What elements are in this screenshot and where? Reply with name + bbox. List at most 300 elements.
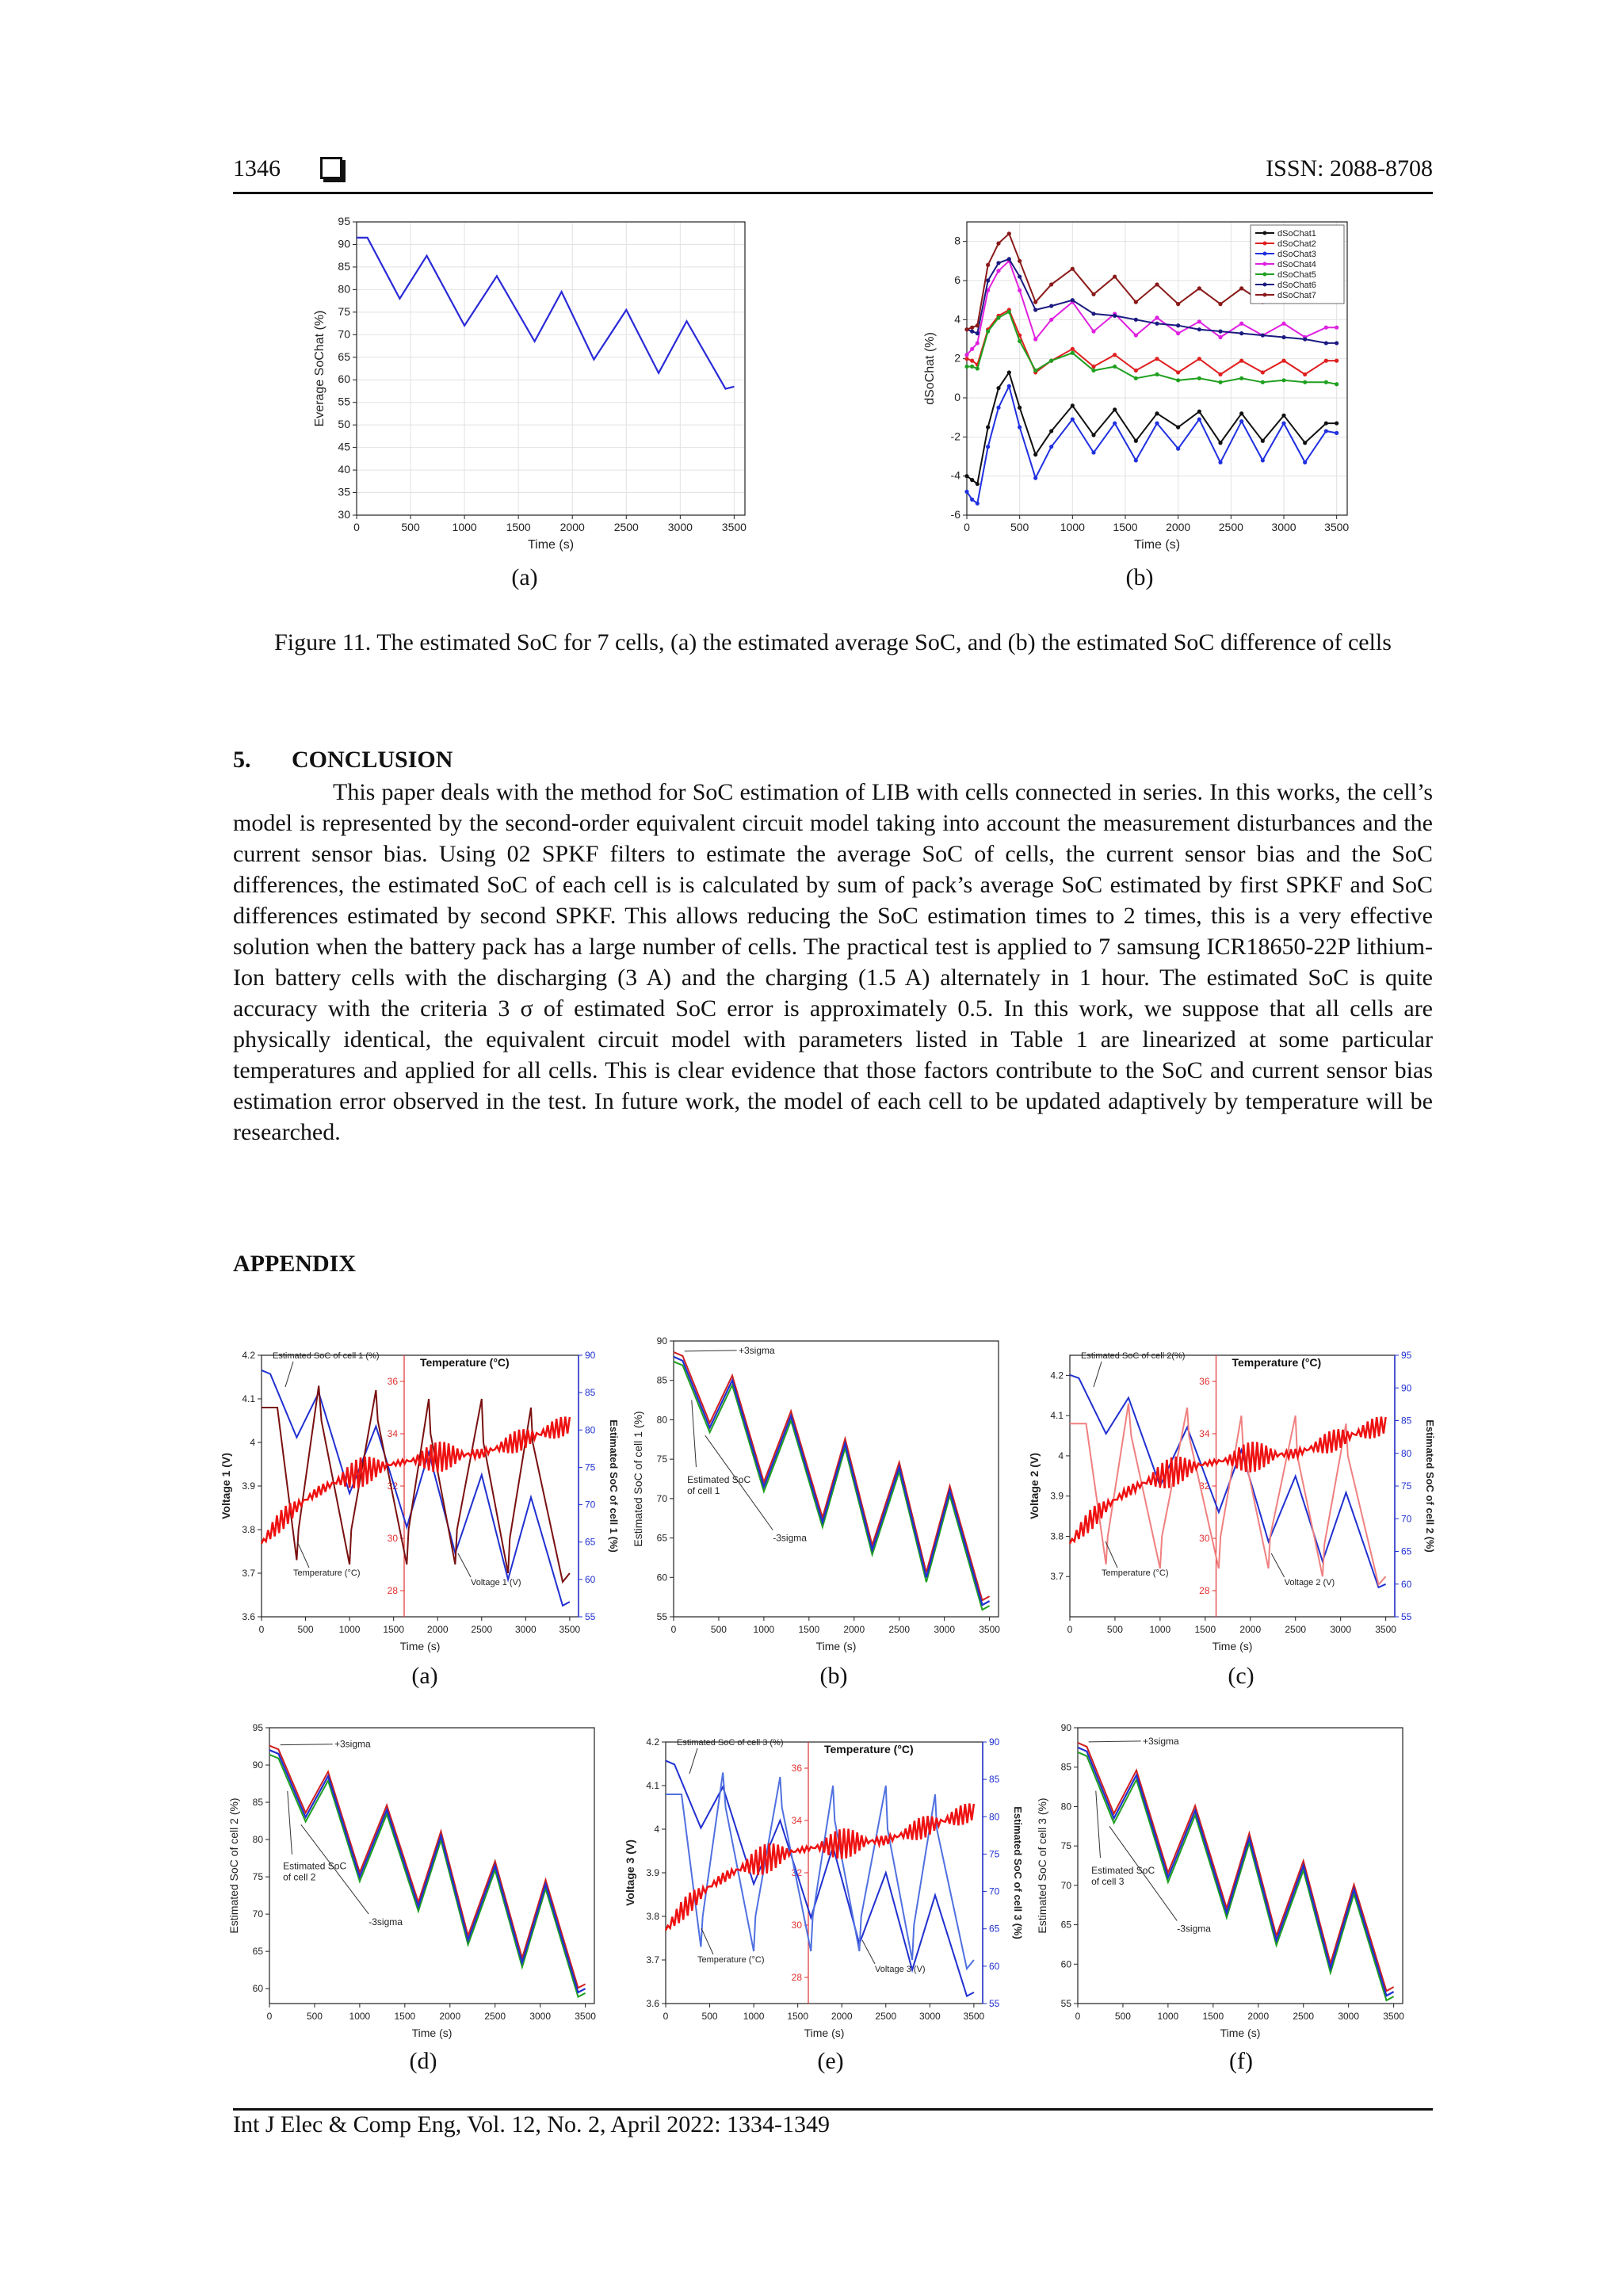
appendix-label-c: (c) <box>1228 1663 1254 1689</box>
data-point <box>1155 421 1159 425</box>
x-axis-label: Time (s) <box>411 2027 453 2039</box>
temperature-label: Temperature (°C) <box>697 1955 765 1965</box>
data-point <box>1176 425 1180 429</box>
data-point <box>1197 357 1201 361</box>
voltage-label: Voltage 3 (V) <box>875 1965 926 1974</box>
average-soc-chart <box>293 214 769 571</box>
y2-tick-label: 70 <box>989 1885 1000 1897</box>
figure11-label-b: (b) <box>1125 564 1154 590</box>
data-point <box>1134 376 1138 380</box>
data-point <box>976 482 980 486</box>
data-point <box>1113 365 1117 369</box>
header-rule <box>233 192 1433 194</box>
data-point <box>964 327 968 331</box>
data-point <box>996 315 1000 319</box>
data-point <box>1155 357 1159 361</box>
annotation-arrow <box>701 1928 713 1954</box>
y-tick-label: 3.6 <box>242 1611 255 1622</box>
y-tick-label: 65 <box>338 350 350 363</box>
x-tick-label: 1000 <box>452 521 477 533</box>
y-tick-label: 40 <box>338 463 350 476</box>
data-point <box>1261 458 1265 462</box>
x-tick-label: 2000 <box>1239 1624 1262 1635</box>
x-tick-label: 0 <box>1075 2011 1081 2022</box>
temperature-label: Temperature (°C) <box>293 1568 361 1578</box>
y2-tick-label: 70 <box>1401 1513 1412 1525</box>
x-tick-label: 2500 <box>1293 2011 1315 2022</box>
data-point <box>1049 304 1053 308</box>
data-point <box>1239 331 1243 335</box>
x-tick-label: 2000 <box>559 521 585 533</box>
temperature-tick-label: 28 <box>387 1585 398 1596</box>
data-point <box>1134 439 1138 443</box>
data-point <box>1324 326 1328 330</box>
y-tick-label: -4 <box>950 468 960 482</box>
x-tick-label: 500 <box>401 521 420 533</box>
data-point <box>1335 431 1338 435</box>
y-axis-label: Estimated SoC of cell 1 (%) <box>632 1411 644 1547</box>
data-point <box>976 502 980 506</box>
y-tick-label: 4.2 <box>646 1736 659 1748</box>
data-point <box>1239 359 1243 363</box>
x-tick-label: 3000 <box>529 2011 552 2022</box>
data-point <box>1049 318 1053 322</box>
legend-marker <box>1263 283 1267 287</box>
y-tick-label: 80 <box>1060 1801 1071 1813</box>
y-tick-label: 70 <box>338 327 350 341</box>
y-tick-label: 80 <box>338 282 350 296</box>
data-point <box>1335 326 1338 330</box>
data-point <box>1071 418 1075 422</box>
x-tick-label: 2500 <box>1285 1624 1307 1635</box>
data-point <box>1303 337 1307 341</box>
y-tick-label: 3.6 <box>646 1998 659 2009</box>
x-tick-label: 1500 <box>798 1624 820 1635</box>
footer-rule <box>233 2108 1433 2111</box>
cell1-voltage-temperature-chart <box>214 1331 642 1664</box>
x-axis-label: Time (s) <box>804 2027 845 2039</box>
y2-tick-label: 80 <box>585 1424 596 1436</box>
data-point <box>1218 380 1222 384</box>
y-tick-label: 4 <box>954 312 960 326</box>
y-axis-label: Voltage 3 (V) <box>624 1839 636 1906</box>
voltage-label: Voltage 2 (V) <box>1284 1578 1335 1587</box>
data-point <box>1033 369 1037 372</box>
x-tick-label: 1500 <box>1202 2011 1224 2022</box>
x-tick-label: 500 <box>1010 521 1029 533</box>
y-tick-label: 90 <box>656 1335 667 1347</box>
y-tick-label: 4.1 <box>646 1780 659 1791</box>
y2-tick-label: 60 <box>585 1573 596 1585</box>
y-tick-label: 55 <box>1060 1998 1071 2009</box>
data-point <box>986 278 990 282</box>
y-tick-label: 70 <box>1060 1879 1071 1891</box>
plot-frame <box>357 222 745 515</box>
cell2-voltage-temperature-chart <box>1014 1331 1458 1664</box>
annotation-arrow <box>692 1400 697 1468</box>
data-point <box>1007 231 1011 235</box>
x-tick-label: 500 <box>1106 1624 1123 1635</box>
data-point <box>1324 359 1328 363</box>
y-tick-label: 65 <box>656 1532 667 1544</box>
appendix-panel-c <box>1014 1331 1458 1668</box>
x-tick-label: 1500 <box>787 2011 809 2022</box>
y-tick-label: 75 <box>252 1871 263 1883</box>
data-point <box>1091 450 1095 454</box>
data-point <box>986 445 990 449</box>
y-tick-label: 75 <box>1060 1840 1071 1852</box>
x-axis-label: Time (s) <box>1133 538 1181 552</box>
data-point <box>1176 370 1180 374</box>
appendix-label-f: (f) <box>1229 2048 1253 2074</box>
annotation-arrow <box>862 1940 875 1964</box>
data-point <box>976 323 980 327</box>
cell3-voltage-temperature-chart <box>610 1718 1038 2051</box>
data-point <box>1049 429 1053 433</box>
data-point <box>1303 372 1307 376</box>
estimated-soc-label: of cell 1 <box>687 1484 720 1496</box>
appendix-panel-a <box>214 1331 642 1668</box>
x-tick-label: 1500 <box>1113 521 1138 533</box>
y-tick-label: -2 <box>950 430 960 443</box>
annotation-arrow <box>1096 1791 1101 1859</box>
data-point <box>1155 282 1159 286</box>
temperature-tick-label: 34 <box>387 1428 398 1439</box>
data-point <box>1239 411 1243 415</box>
y-tick-label: 95 <box>252 1722 263 1733</box>
x-tick-label: 2000 <box>1247 2011 1270 2022</box>
data-point <box>964 490 968 494</box>
estimated-soc-label: Estimated SoC <box>687 1473 751 1485</box>
legend-marker <box>1263 273 1267 277</box>
x-tick-label: 2500 <box>1218 521 1243 533</box>
minus3sigma-label: -3sigma <box>369 1916 403 1928</box>
page-number: 1346 <box>233 155 281 181</box>
data-point <box>1261 370 1265 374</box>
data-point <box>1218 302 1222 306</box>
appendix-panel-d <box>222 1718 618 2055</box>
y2-tick-label: 75 <box>1401 1480 1412 1492</box>
data-point <box>1303 441 1307 445</box>
x-tick-label: 1000 <box>1060 521 1085 533</box>
checkbox-glyph-icon <box>320 157 342 179</box>
data-point <box>1197 376 1201 380</box>
y2-tick-label: 80 <box>989 1811 1000 1823</box>
data-point <box>996 406 1000 410</box>
y-tick-label: 4 <box>1058 1450 1064 1461</box>
estimated-soc-label: Estimated SoC <box>1091 1864 1155 1876</box>
y-tick-label: 8 <box>954 234 960 247</box>
data-point <box>1155 411 1159 415</box>
y-tick-label: 65 <box>252 1946 263 1958</box>
y-tick-label: 55 <box>656 1611 667 1622</box>
x-tick-label: 0 <box>258 1624 265 1635</box>
y-tick-label: 75 <box>338 304 350 318</box>
minus3sigma-label: -3sigma <box>773 1532 807 1544</box>
data-point <box>964 357 968 361</box>
data-point <box>996 242 1000 246</box>
y-tick-label: -6 <box>950 508 960 521</box>
legend-label: dSoChat2 <box>1277 239 1316 249</box>
y2-axis-label: Estimated SoC of cell 1 (%) <box>608 1419 620 1553</box>
estimated-soc-label: Estimated SoC of cell 1 (%) <box>273 1351 380 1361</box>
temperature-tick-label: 36 <box>791 1763 802 1774</box>
y-tick-label: 80 <box>252 1834 263 1846</box>
x-tick-label: 2500 <box>875 2011 897 2022</box>
annotation-arrow <box>685 1350 737 1351</box>
data-point <box>1033 300 1037 304</box>
x-tick-label: 0 <box>1067 1624 1073 1635</box>
temperature-label: Temperature (°C) <box>1102 1568 1169 1578</box>
y-tick-label: 85 <box>252 1797 263 1809</box>
x-tick-label: 1500 <box>506 521 531 533</box>
y-axis-label: Estimated SoC of cell 3 (%) <box>1036 1797 1048 1934</box>
data-point <box>1113 353 1117 357</box>
conclusion-paragraph: This paper deals with the method for SoC estimation of LIB with cells connected in series. In this works, the cell’s model is represented by the second-order equivalent circuit model taking into account the measurement disturbances and the current sensor bias. Using 02 SPKF filters to estimate the average SoC of cells, the current sensor bias and the SoC differences, the estimated SoC of each cell is is calculated by sum of pack’s average SoC estimated by first SPKF and SoC differences estimated by second SPKF. This allows reducing the SoC estimation times to 2 times, this is a very effective solution when the battery pack has a large number of cells. The practical test is applied to 7 samsung ICR18650-22P lithium-Ion battery cells with the discharging (3 A) and the charging (1.5 A) alternately in 1 hour. The estimated SoC is quite accuracy with the criteria 3 σ of estimated SoC error is approximately 0.5. In this work, we suppose that all cells are physically identical, the equivalent circuit model with parameters listed in Table 1 are linearized at some particular temperatures and applied for all cells. This is clear evidence that those factors contribute to the SoC and current sensor bias estimation error observed in the test. In future work, the model of each cell to be updated adaptively by temperature will be researched. <box>233 779 1433 1145</box>
figure11-label-a: (a) <box>511 564 538 590</box>
x-tick-label: 2000 <box>1166 521 1191 533</box>
data-point <box>1071 351 1075 355</box>
data-point <box>986 425 990 429</box>
data-point <box>1113 314 1117 318</box>
temperature-title: Temperature (°C) <box>824 1743 914 1755</box>
x-tick-label: 0 <box>670 1624 677 1635</box>
y-tick-label: 50 <box>338 418 350 431</box>
data-point <box>1335 359 1338 363</box>
x-axis-label: Time (s) <box>815 1640 857 1652</box>
y-axis-label: Voltage 1 (V) <box>220 1453 232 1519</box>
estimated-soc-label: of cell 3 <box>1091 1875 1125 1887</box>
y-tick-label: 0 <box>954 391 960 403</box>
estimated-soc-label: of cell 2 <box>283 1871 316 1883</box>
data-point <box>1239 376 1243 380</box>
y-tick-label: 4.2 <box>242 1350 255 1361</box>
data-point <box>970 347 974 351</box>
data-point <box>1218 441 1222 445</box>
y2-tick-label: 85 <box>989 1774 1000 1786</box>
y2-tick-label: 75 <box>989 1848 1000 1860</box>
x-tick-label: 500 <box>701 2011 718 2022</box>
legend-label: dSoChat3 <box>1277 250 1316 259</box>
appendix-panel-b <box>626 1331 1022 1668</box>
data-point <box>1197 410 1201 414</box>
data-point <box>1324 421 1328 425</box>
data-point <box>996 261 1000 265</box>
data-point <box>1134 458 1138 462</box>
annotation-arrow <box>1094 1362 1102 1387</box>
y-tick-label: 2 <box>954 351 960 365</box>
y-tick-label: 4 <box>654 1824 659 1835</box>
y2-tick-label: 70 <box>585 1499 596 1511</box>
temperature-tick-label: 34 <box>791 1815 802 1826</box>
data-point <box>1018 406 1022 410</box>
x-tick-label: 2500 <box>613 521 639 533</box>
data-point <box>970 330 974 334</box>
plus3sigma-label: +3sigma <box>334 1738 371 1750</box>
y-tick-label: 6 <box>954 273 960 286</box>
data-point <box>1324 341 1328 345</box>
y2-tick-label: 65 <box>989 1923 1000 1935</box>
data-point <box>1335 341 1338 345</box>
y-tick-label: 60 <box>1060 1958 1071 1970</box>
data-point <box>976 366 980 370</box>
cell3-soc-chart <box>1030 1718 1426 2051</box>
data-point <box>1176 302 1180 306</box>
data-point <box>1091 433 1095 437</box>
data-point <box>1049 359 1053 363</box>
estimated-soc-label: Estimated SoC of cell 2(%) <box>1081 1351 1186 1361</box>
x-tick-label: 2000 <box>426 1624 449 1635</box>
data-point <box>964 353 968 357</box>
data-point <box>1218 372 1222 376</box>
y2-tick-label: 90 <box>585 1350 596 1361</box>
estimated-soc-label: Estimated SoC <box>283 1860 347 1872</box>
y-tick-label: 95 <box>338 215 350 227</box>
temperature-tick-label: 30 <box>791 1920 802 1931</box>
y-tick-label: 3.8 <box>646 1911 659 1922</box>
y2-tick-label: 60 <box>1401 1578 1412 1590</box>
legend-marker <box>1263 231 1267 235</box>
y2-tick-label: 65 <box>1401 1545 1412 1557</box>
annotation-arrow <box>297 1541 309 1568</box>
data-point <box>1281 378 1285 382</box>
data-point <box>1218 330 1222 334</box>
plus3sigma-label: +3sigma <box>739 1344 775 1356</box>
y-tick-label: 4.2 <box>1050 1370 1064 1381</box>
data-point <box>970 498 974 502</box>
data-point <box>1071 403 1075 407</box>
x-tick-label: 0 <box>663 2011 669 2022</box>
legend-marker <box>1263 242 1267 246</box>
legend-marker <box>1263 262 1267 266</box>
data-point <box>1176 331 1180 335</box>
data-point <box>1261 333 1265 337</box>
series-line-dSoChat3 <box>967 386 1337 503</box>
data-point <box>1113 274 1117 278</box>
data-point <box>1335 421 1338 425</box>
appendix-heading: APPENDIX <box>233 1251 356 1277</box>
voltage-line <box>666 1773 974 1969</box>
x-tick-label: 1500 <box>1194 1624 1216 1635</box>
y-tick-label: 85 <box>1060 1761 1071 1773</box>
data-point <box>1134 333 1138 337</box>
y-tick-label: 60 <box>656 1572 667 1584</box>
data-point <box>996 386 1000 390</box>
data-point <box>1303 460 1307 464</box>
section-heading <box>233 747 453 774</box>
annotation-arrow <box>689 1748 697 1774</box>
y-tick-label: 70 <box>656 1492 667 1504</box>
appendix-label-a: (a) <box>411 1663 438 1689</box>
temperature-title: Temperature (°C) <box>1232 1356 1322 1369</box>
x-tick-label: 3000 <box>1330 1624 1352 1635</box>
x-tick-label: 1500 <box>394 2011 416 2022</box>
x-tick-label: 3500 <box>1375 1624 1396 1635</box>
legend-marker <box>1263 252 1267 256</box>
x-tick-label: 1000 <box>1157 2011 1179 2022</box>
figure11-caption: Figure 11. The estimated SoC for 7 cells, (a) the estimated average SoC, and (b) the estimated SoC difference of cells <box>274 629 1392 655</box>
y-tick-label: 85 <box>656 1374 667 1386</box>
temperature-tick-label: 32 <box>791 1867 802 1878</box>
appendix-panel-f <box>1030 1718 1426 2055</box>
voltage-label: Voltage 1 (V) <box>471 1578 521 1587</box>
y2-tick-label: 60 <box>989 1960 1000 1972</box>
y2-tick-label: 80 <box>1401 1447 1412 1459</box>
y2-tick-label: 90 <box>989 1736 1000 1748</box>
average-soc-line <box>357 238 734 389</box>
y-axis-label: Voltage 2 (V) <box>1028 1453 1041 1519</box>
y2-tick-label: 65 <box>585 1536 596 1548</box>
y-tick-label: 90 <box>252 1759 263 1771</box>
data-point <box>1033 337 1037 341</box>
issn: ISSN: 2088-8708 <box>1266 155 1433 181</box>
y-tick-label: 4.1 <box>242 1393 255 1404</box>
temperature-tick-label: 36 <box>387 1376 398 1387</box>
data-point <box>976 341 980 345</box>
data-point <box>1007 384 1011 388</box>
y2-tick-label: 55 <box>585 1611 596 1622</box>
temperature-tick-label: 30 <box>1199 1533 1210 1544</box>
y-tick-label: 60 <box>338 372 350 386</box>
y2-tick-label: 85 <box>585 1387 596 1399</box>
x-tick-label: 2500 <box>888 1624 911 1635</box>
data-point <box>1239 322 1243 326</box>
appendix-label-e: (e) <box>817 2048 844 2074</box>
y-tick-label: 3.7 <box>1050 1571 1064 1583</box>
x-tick-label: 3500 <box>979 1624 1000 1635</box>
x-tick-label: 3500 <box>963 2011 985 2022</box>
estimated-soc-label: Estimated SoC of cell 3 (%) <box>677 1738 784 1748</box>
appendix-panel-e <box>610 1718 1038 2055</box>
data-point <box>1197 286 1201 290</box>
x-tick-label: 1000 <box>743 2011 765 2022</box>
y-tick-label: 3.9 <box>242 1480 255 1492</box>
temperature-tick-label: 30 <box>387 1533 398 1544</box>
y-tick-label: 3.8 <box>242 1524 255 1535</box>
temperature-title: Temperature (°C) <box>420 1356 510 1369</box>
y-tick-label: 30 <box>338 508 350 521</box>
footer-citation: Int J Elec & Comp Eng, Vol. 12, No. 2, April 2022: 1334-1349 <box>233 2111 831 2137</box>
data-point <box>1113 407 1117 411</box>
x-tick-label: 3000 <box>514 1624 537 1635</box>
data-point <box>1239 286 1243 290</box>
data-point <box>1113 421 1117 425</box>
temperature-tick-label: 34 <box>1199 1428 1210 1439</box>
data-point <box>1218 335 1222 339</box>
data-point <box>1018 288 1022 292</box>
cell2-soc-chart <box>222 1718 618 2051</box>
data-point <box>976 331 980 335</box>
data-point <box>1049 282 1053 286</box>
x-tick-label: 2500 <box>471 1624 493 1635</box>
plus3sigma-label: +3sigma <box>1143 1735 1179 1747</box>
data-point <box>1007 310 1011 314</box>
x-tick-label: 1500 <box>383 1624 405 1635</box>
data-point <box>1261 439 1265 443</box>
section-title: CONCLUSION <box>292 747 453 773</box>
annotation-arrow <box>1271 1553 1284 1577</box>
data-point <box>1335 382 1338 386</box>
data-point <box>986 263 990 267</box>
data-point <box>1197 418 1201 422</box>
y-tick-label: 4 <box>250 1437 255 1448</box>
section-number: 5. <box>233 747 251 773</box>
estimated-soc-line <box>1070 1375 1386 1587</box>
data-point <box>1155 322 1159 326</box>
y2-axis-label: Estimated SoC of cell 3 (%) <box>1012 1806 1024 1939</box>
data-point <box>1197 327 1201 331</box>
x-tick-label: 3000 <box>918 2011 941 2022</box>
